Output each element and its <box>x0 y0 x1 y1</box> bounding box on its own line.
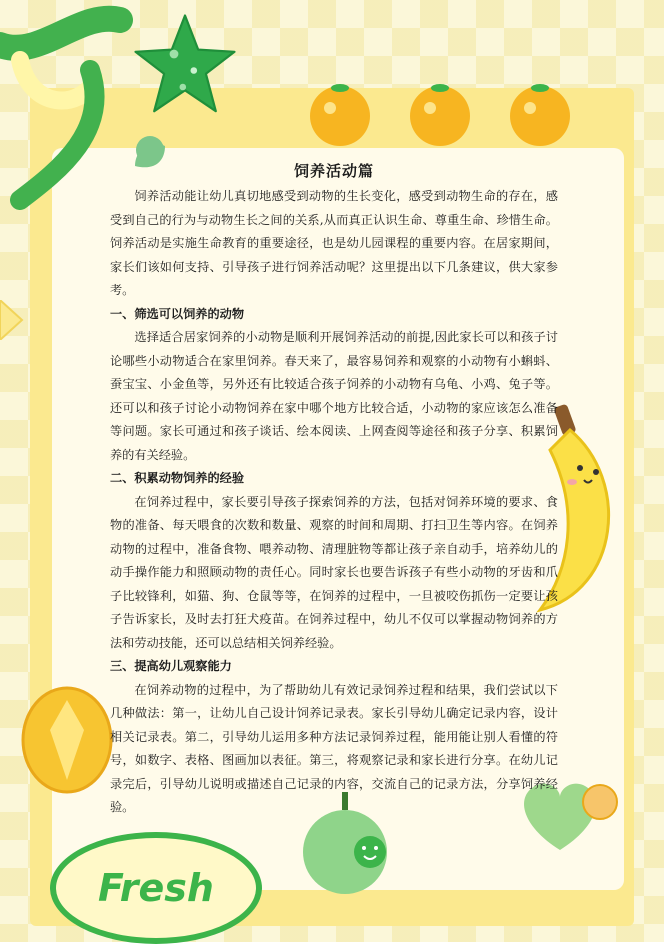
section-body: 在饲养动物的过程中，为了帮助幼儿有效记录饲养过程和结果，我们尝试以下几种做法：第一，让幼儿自己设计饲养记录表。家长引导幼儿确定记录内容，设计相关记录表。第二，引导幼儿运用多种方法记录饲养过程，能用能让别人看懂的符号，如数字、表格、图画加以表征。第三，将观察记录和家长进行分享。在幼儿记录完后，引导幼儿说明或描述自己记录的内容，交流自己的记录方法，分享饲养经验。 <box>110 682 558 814</box>
fresh-logo-text: Fresh <box>98 866 214 910</box>
oranges-decoration <box>300 72 580 152</box>
triangle-icon <box>0 300 24 340</box>
article <box>110 160 558 820</box>
section-heading: 三、提高幼儿观察能力 <box>110 659 232 673</box>
section-body: 在饲养过程中，家长要引导孩子探索饲养的方法，包括对饲养环境的要求、食物的准备、每天喂食的次数和数量、观察的时间和周期、打扫卫生等内容。在饲养动物的过程中，准备食物、喂养动物、清理脏物等都让孩子亲自动手，培养幼儿的动手操作能力和照顾动物的责任心。同时家长也要告诉孩子有些小动物的牙齿和爪子比较锋利，如猫、狗、仓鼠等等，在饲养的过程中，一旦被咬伤抓伤一定要让孩子告诉家长，及时去打狂犬疫苗。在饲养过程中，幼儿不仅可以掌握动物饲养的方法和劳动技能，还可以总结相关饲养经验。 <box>110 494 558 650</box>
page-title: 饲养活动篇 <box>293 162 374 180</box>
section-heading: 二、积累动物饲养的经验 <box>110 471 245 485</box>
orange-slice-icon <box>580 782 620 822</box>
fresh-logo-badge <box>50 832 262 944</box>
lemon-icon <box>12 680 122 800</box>
star-icon <box>130 10 240 120</box>
section-heading: 一、筛选可以饲养的动物 <box>110 306 245 321</box>
section-body: 选择适合居家饲养的小动物是顺利开展饲养活动的前提,因此家长可以和孩子讨论哪些小动物适合在家里饲养。春天来了，最容易饲养和观察的小动物有小蝌蚪、蚕宝宝、小金鱼等，另外还有比较适合孩子饲养的小动物有乌龟、小鸡、兔子等。还可以和孩子讨论小动物饲养在家中哪个地方比较合适，小动物的家应该怎么准备等问题。家长可通过和孩子谈话、绘本阅读、上网查阅等途径和孩子分享、积累饲养的有关经验。 <box>110 330 558 462</box>
intro-paragraph: 饲养活动能让幼儿真切地感受到动物的生长变化，感受到动物生命的存在，感受到自己的行为与动物生长之间的关系,从而真正认识生命、尊重生命、珍惜生命。饲养活动是实施生命教育的重要途径，也是幼儿园课程的重要内容。在居家期间，家长们该如何支持、引导孩子进行饲养活动呢？这里提出以下几条建议，供大家参考。 <box>110 189 558 297</box>
